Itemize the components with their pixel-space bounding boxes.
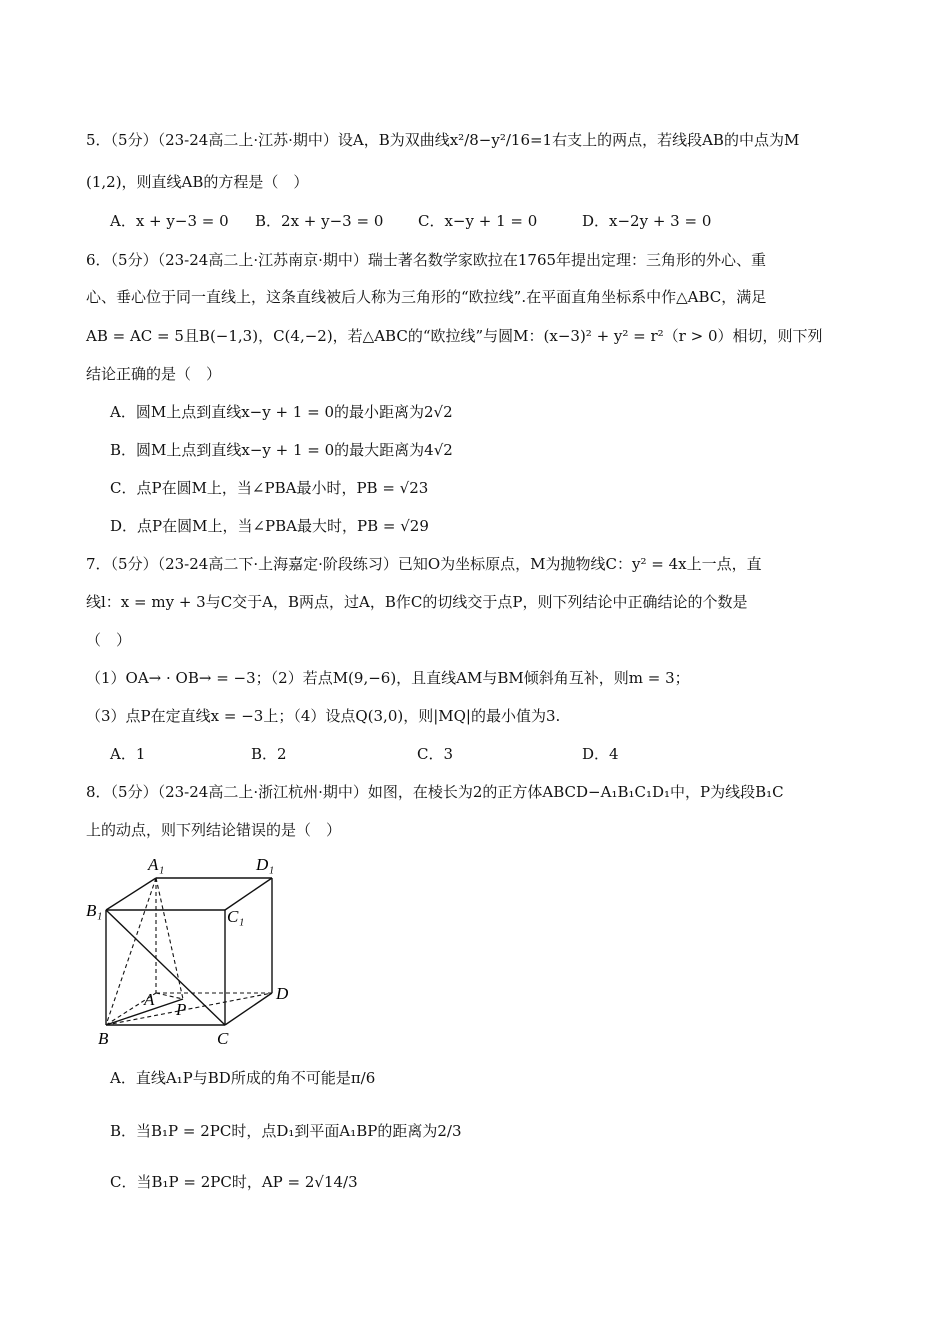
label-b1: B₁ — [86, 901, 103, 920]
q8-option-b: B．当B₁P = 2PC时，点D₁到平面A₁BP的距离为2/3 — [110, 1122, 462, 1140]
segment-b1c — [106, 910, 225, 1025]
q8-option-c: C．当B₁P = 2PC时，AP = 2√14/3 — [110, 1173, 358, 1191]
q5-stem-line1: 5．（5分）（23-24高二上·江苏·期中）设A，B为双曲线x²/8−y²/16=1右支上的两点，若线段AB的中点为M — [86, 131, 800, 149]
q5-option-c: C．x−y + 1 = 0 — [418, 212, 538, 230]
label-c1: C₁ — [227, 907, 245, 926]
edge-c1d1 — [225, 878, 272, 910]
q6-stem-line2: 心、垂心位于同一直线上，这条直线被后人称为三角形的“欧拉线”.在平面直角坐标系中作△ABC，满足 — [86, 288, 767, 306]
q5-option-a: A．x + y−3 = 0 — [110, 212, 229, 230]
q8-stem-line2: 上的动点，则下列结论错误的是（ ） — [86, 821, 342, 839]
q7-option-a: A．1 — [110, 745, 146, 763]
q5-option-b: B．2x + y−3 = 0 — [255, 212, 384, 230]
segment-a1p-hidden — [156, 878, 183, 999]
q7-stem-line5: （3）点P在定直线x = −3上；（4）设点Q(3,0)，则|MQ|的最小值为3. — [86, 707, 561, 725]
q6-option-a: A．圆M上点到直线x−y + 1 = 0的最小距离为2√2 — [110, 403, 453, 421]
q6-option-b: B．圆M上点到直线x−y + 1 = 0的最大距离为4√2 — [110, 441, 453, 459]
q6-option-d: D．点P在圆M上，当∠PBA最大时，PB = √29 — [110, 517, 429, 535]
q7-stem-line3: （ ） — [86, 631, 132, 649]
q8-option-a: A．直线A₁P与BD所成的角不可能是π/6 — [110, 1069, 376, 1087]
q7-option-d: D．4 — [582, 745, 619, 763]
label-a: A — [144, 990, 155, 1009]
label-d1: D₁ — [256, 855, 275, 874]
q7-option-b: B．2 — [251, 745, 287, 763]
q7-stem-line1: 7．（5分）（23-24高二下·上海嘉定·阶段练习）已知O为坐标原点，M为抛物线C：y² = 4x上一点，直 — [86, 555, 762, 573]
q8-stem-line1: 8．（5分）（23-24高二上·浙江杭州·期中）如图，在棱长为2的正方体ABCD−A₁B₁C₁D₁中，P为线段B₁C — [86, 783, 784, 801]
q5-stem-line2: (1,2)，则直线AB的方程是（ ） — [86, 173, 309, 191]
label-a1: A₁ — [148, 855, 165, 874]
q6-option-c: C．点P在圆M上，当∠PBA最小时，PB = √23 — [110, 479, 429, 497]
q5-option-d: D．x−2y + 3 = 0 — [582, 212, 712, 230]
q6-stem-line1: 6．（5分）（23-24高二上·江苏南京·期中）瑞士著名数学家欧拉在1765年提出定理：三角形的外心、重 — [86, 251, 767, 269]
edge-cd — [225, 993, 272, 1025]
segment-ap-hidden — [156, 993, 183, 999]
q7-stem-line4: （1）OA→ · OB→ = −3；（2）若点M(9,−6)，且直线AM与BM倾斜角互补，则m = 3； — [86, 669, 690, 687]
q6-stem-line3: AB = AC = 5且B(−1,3)，C(4,−2)，若△ABC的“欧拉线”与圆M：(x−3)² + y² = r²（r > 0）相切，则下列 — [86, 327, 823, 345]
edge-b1a1 — [106, 878, 156, 910]
label-d: D — [276, 984, 289, 1003]
cube-figure — [84, 852, 304, 1052]
q7-option-c: C．3 — [417, 745, 454, 763]
label-p: P — [176, 1000, 187, 1019]
q7-stem-line2: 线l：x = my + 3与C交于A，B两点，过A，B作C的切线交于点P，则下列结论中正确结论的个数是 — [86, 593, 748, 611]
label-c: C — [217, 1029, 229, 1048]
q6-stem-line4: 结论正确的是（ ） — [86, 365, 222, 383]
label-b: B — [98, 1029, 109, 1048]
cube-diagram — [84, 852, 304, 1052]
